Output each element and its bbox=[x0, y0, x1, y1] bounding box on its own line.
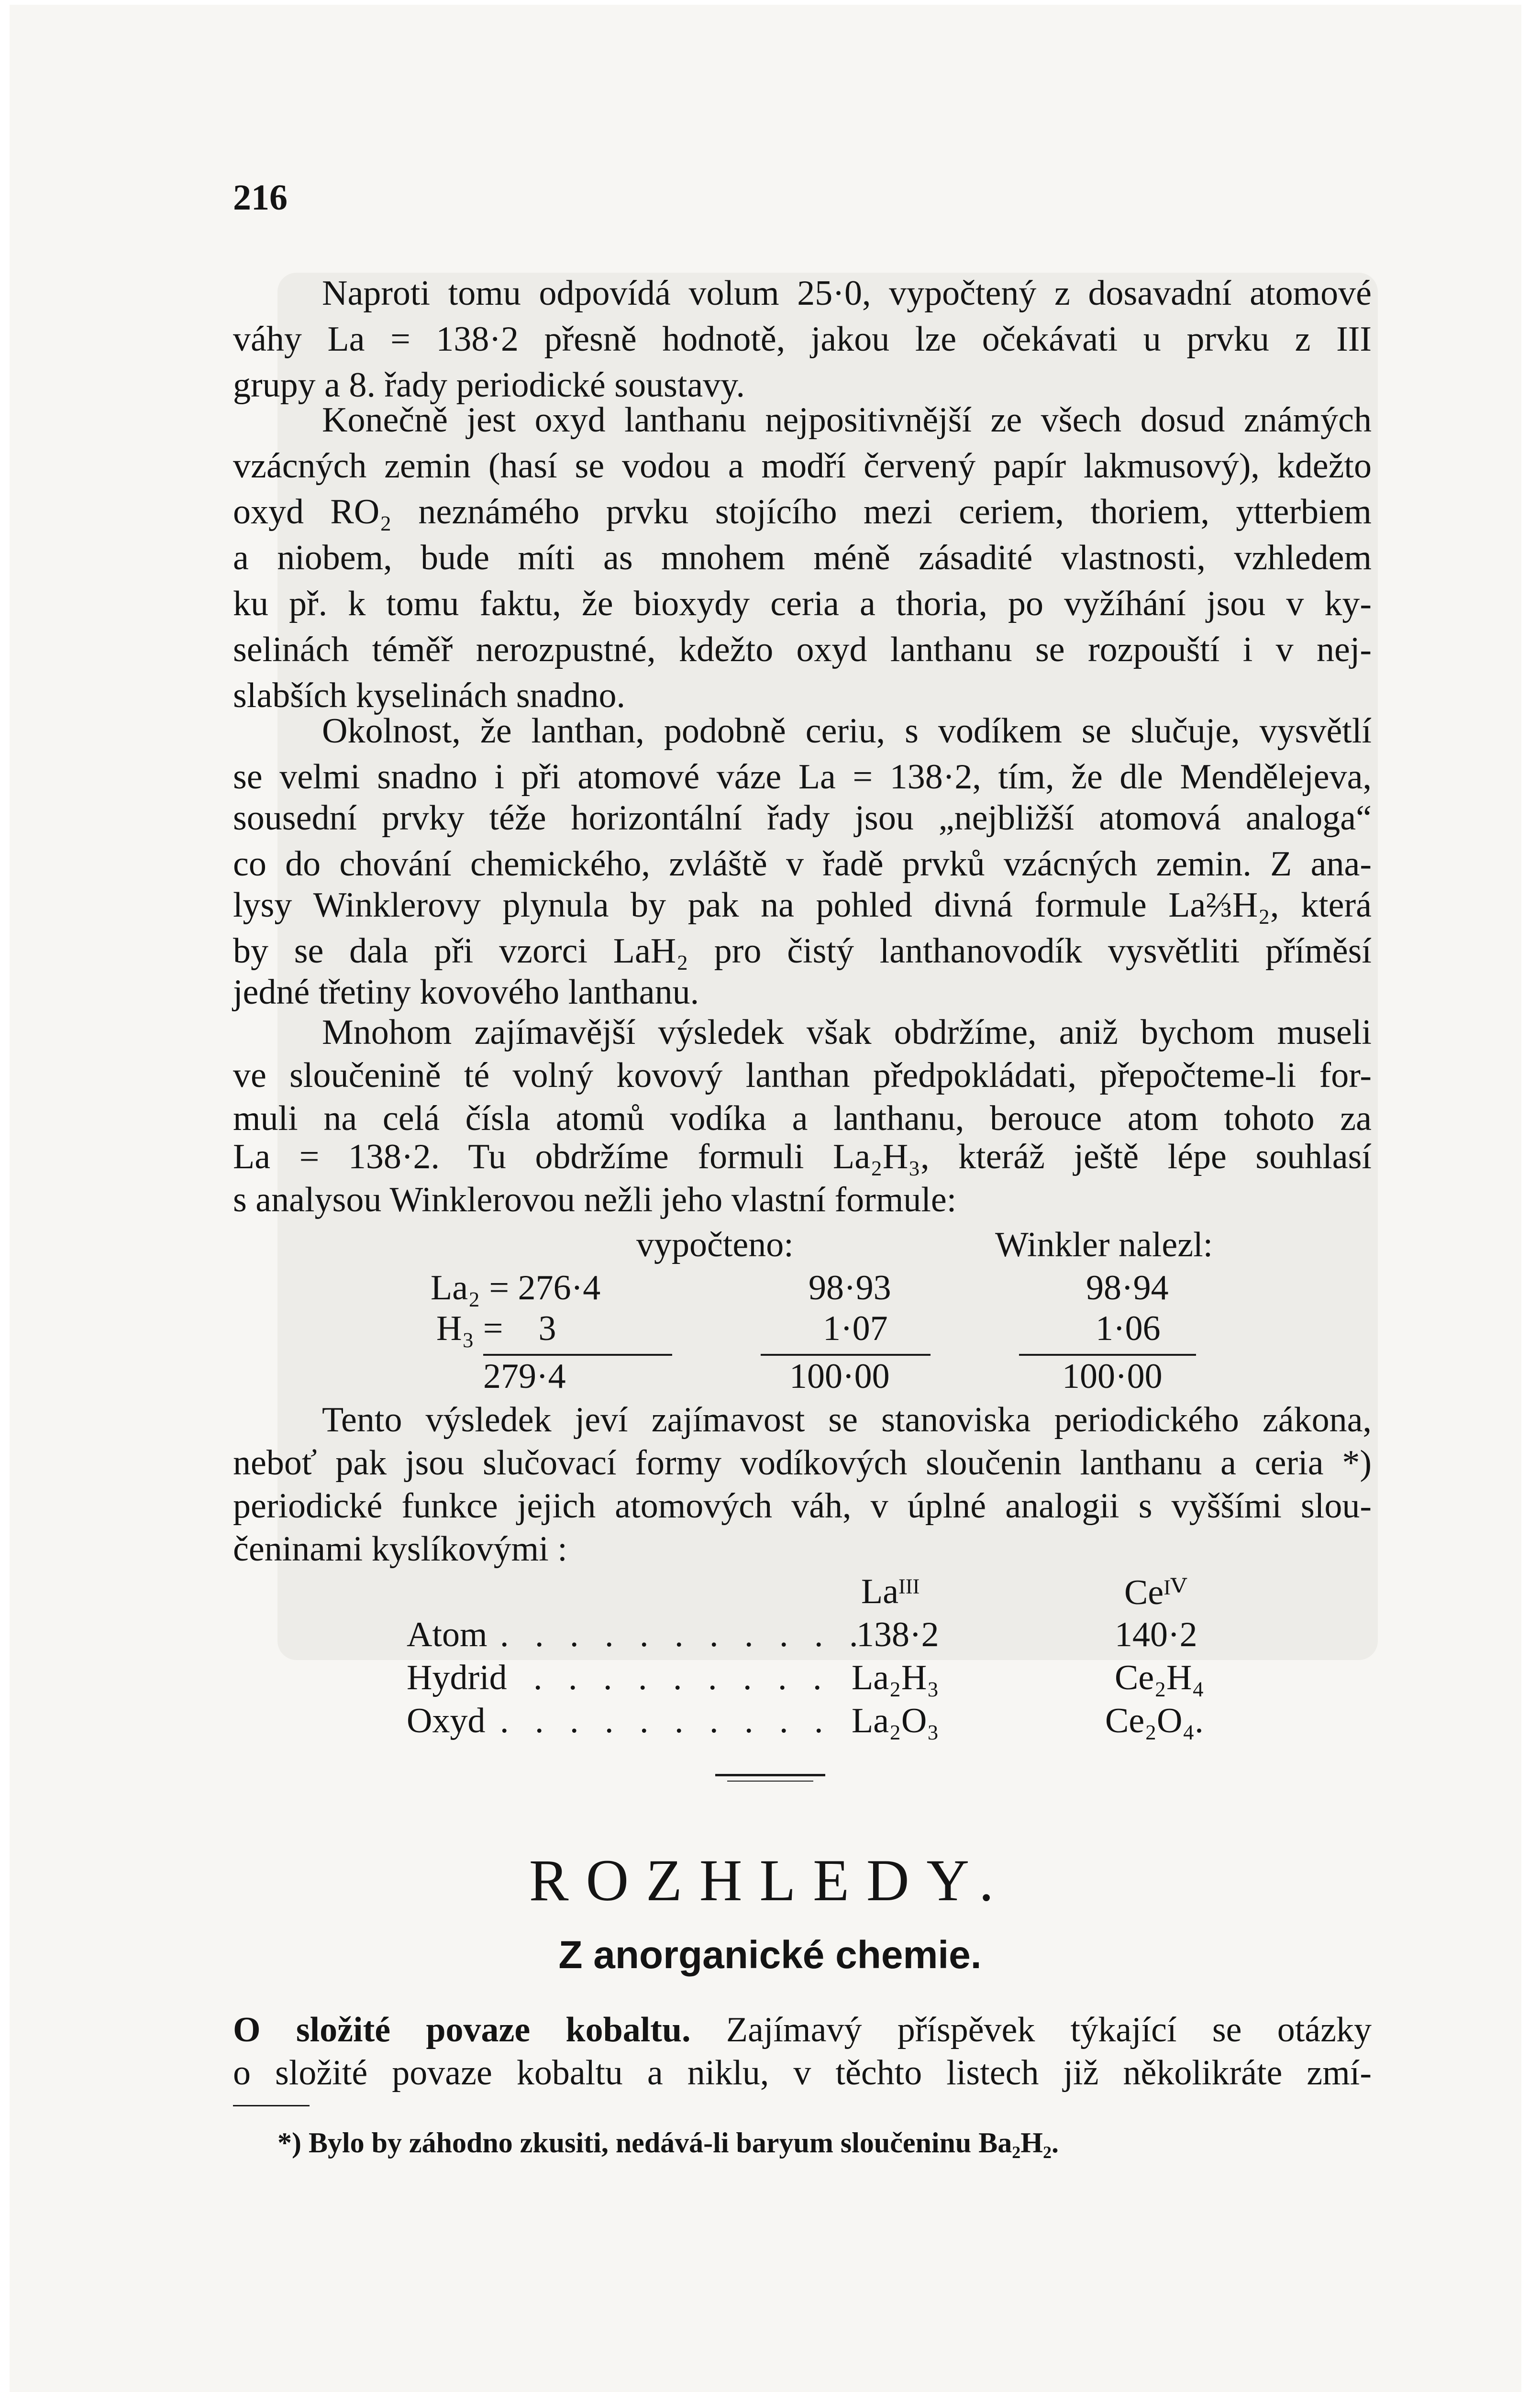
para3-line6: by se dala při vzorci LaH₂ pro čistý lanthanovodík vysvětliti příměsí bbox=[233, 931, 1372, 971]
table1-sum-rule-3 bbox=[1019, 1354, 1196, 1356]
table1-row1-found: 98·94 bbox=[1086, 1268, 1169, 1307]
section-subtitle: Z anorganické chemie. bbox=[558, 1933, 982, 1977]
table1-sum-rule-1 bbox=[483, 1354, 672, 1356]
para2-line1: Konečně jest oxyd lanthanu nejpositivnější ze všech dosud známých bbox=[322, 400, 1372, 440]
para3-line3: sousední prvky téže horizontální řady jsou „nejbližší atomová analoga“ bbox=[233, 798, 1372, 838]
section-divider-bottom bbox=[727, 1781, 813, 1782]
para5-line1: Tento výsledek jeví zajímavost se stanoviska periodického zákona, bbox=[322, 1400, 1372, 1440]
para3-line2: se velmi snadno i při atomové váze La = 138·2, tím, že dle Mendělejeva, bbox=[233, 757, 1372, 797]
table2-row3-leader: . . . . . . . . . . bbox=[500, 1701, 832, 1740]
table2-row2-label: Hydrid bbox=[407, 1658, 507, 1697]
table2-row1-ce: 140·2 bbox=[1115, 1615, 1197, 1654]
table2-row2-la: La₂H₃ bbox=[852, 1658, 940, 1697]
article-line1 bbox=[233, 2007, 1372, 2053]
para2-line5: ku př. k tomu faktu, že bioxydy ceria a thoria, po vyžíhání jsou v ky- bbox=[233, 584, 1372, 623]
table1-total-found: 100·00 bbox=[1062, 1357, 1163, 1396]
para4-line3: muli na celá čísla atomů vodíka a lanthanu, berouce atom tohoto za bbox=[233, 1099, 1372, 1138]
para3-line5: lysy Winklerovy plynula by pak na pohled divná formule La⅔H₂, která bbox=[233, 886, 1372, 925]
para4-line2: ve sloučenině té volný kovový lanthan předpokládati, přepočteme-li for- bbox=[233, 1056, 1372, 1095]
para3-line1: Okolnost, že lanthan, podobně ceriu, s vodíkem se slučuje, vysvětlí bbox=[322, 711, 1372, 751]
section-divider-top bbox=[715, 1774, 825, 1776]
para2-line3: oxyd RO₂ neznámého prvku stojícího mezi ceriem, thoriem, ytterbiem bbox=[233, 492, 1372, 532]
para2-line6: selinách téměř nerozpustné, kdežto oxyd lanthanu se rozpouští i v nej- bbox=[233, 630, 1372, 669]
para2-line7: slabších kyselinách snadno. bbox=[233, 676, 625, 715]
para3-line7: jedné třetiny kovového lanthanu. bbox=[233, 973, 699, 1012]
para2-line4: a niobem, bude míti as mnohem méně zásadité vlastnosti, vzhledem bbox=[233, 538, 1372, 577]
article-line2: o složité povaze kobaltu a niklu, v těchto listech již několikráte zmí- bbox=[233, 2053, 1372, 2093]
para4-line5: s analysou Winklerovou nežli jeho vlastní formule: bbox=[233, 1180, 957, 1219]
table1-row2-found: 1·06 bbox=[1096, 1309, 1161, 1348]
table1-row2-formula: H₃ = 3 bbox=[436, 1309, 556, 1348]
table1-row1-computed: 98·93 bbox=[809, 1268, 891, 1307]
table1-row1-formula: La₂ = 276·4 bbox=[431, 1268, 601, 1307]
table1-total-computed: 100·00 bbox=[789, 1357, 890, 1396]
para3-line4: co do chování chemického, zvláště v řadě prvků vzácných zemin. Z ana- bbox=[233, 844, 1372, 884]
table2-row3-ce: Ce₂O₄. bbox=[1105, 1701, 1204, 1740]
para5-line2: neboť pak jsou slučovací formy vodíkových sloučenin lanthanu a ceria *) bbox=[233, 1443, 1372, 1483]
page-number: 216 bbox=[233, 177, 288, 218]
footnote-rule bbox=[233, 2105, 310, 2106]
para5-line3: periodické funkce jejich atomových váh, v úplné analogii s vyššími slou- bbox=[233, 1486, 1372, 1526]
section-title: ROZHLEDY. bbox=[529, 1848, 1011, 1913]
table2-row3-la: La₂O₃ bbox=[852, 1701, 940, 1740]
para2-line2: vzácných zemin (hasí se vodou a modří červený papír lakmusový), kdežto bbox=[233, 446, 1372, 486]
table2-header-la: Laᴵᴵᴵ bbox=[861, 1572, 920, 1611]
table2-row1-la: 138·2 bbox=[856, 1615, 939, 1654]
para4-line1: Mnohom zajímavější výsledek však obdržíme, aniž bychom museli bbox=[322, 1013, 1372, 1052]
table1-total-formula: 279·4 bbox=[483, 1357, 566, 1396]
footnote: *) Bylo by záhodno zkusiti, nedává-li baryum sloučeninu Ba₂H₂. bbox=[277, 2127, 1059, 2159]
table1-header-winkler: Winkler nalezl: bbox=[995, 1225, 1213, 1264]
para1-line1: Naproti tomu odpovídá volum 25·0, vypočtený z dosavadní atomové bbox=[322, 274, 1372, 313]
table1-header-computed: vypočteno: bbox=[636, 1225, 794, 1264]
article-line1-rest: Zajímavý příspěvek týkající se otázky bbox=[690, 2010, 1372, 2049]
para5-line4: čeninami kyslíkovými : bbox=[233, 1529, 567, 1569]
table1-row2-computed: 1·07 bbox=[823, 1309, 888, 1348]
para4-line4: La = 138·2. Tu obdržíme formuli La₂H₃, kteráž ještě lépe souhlasí bbox=[233, 1137, 1372, 1176]
table2-header-ce: Ceᴵⱽ bbox=[1124, 1573, 1187, 1612]
table2-row1-label: Atom bbox=[407, 1615, 487, 1654]
table2-row2-leader: . . . . . . . . . bbox=[533, 1658, 831, 1697]
table2-row3-label: Oxyd bbox=[407, 1701, 486, 1740]
table2-row1-leader: . . . . . . . . . . . bbox=[500, 1615, 867, 1654]
article-lead: O složité povaze kobaltu. bbox=[233, 2010, 691, 2049]
para1-line2: váhy La = 138·2 přesně hodnotě, jakou lze očekávati u prvku z III bbox=[233, 320, 1372, 359]
para1-line3: grupy a 8. řady periodické soustavy. bbox=[233, 365, 745, 405]
table2-row2-ce: Ce₂H₄ bbox=[1115, 1658, 1205, 1697]
table1-sum-rule-2 bbox=[761, 1354, 931, 1356]
